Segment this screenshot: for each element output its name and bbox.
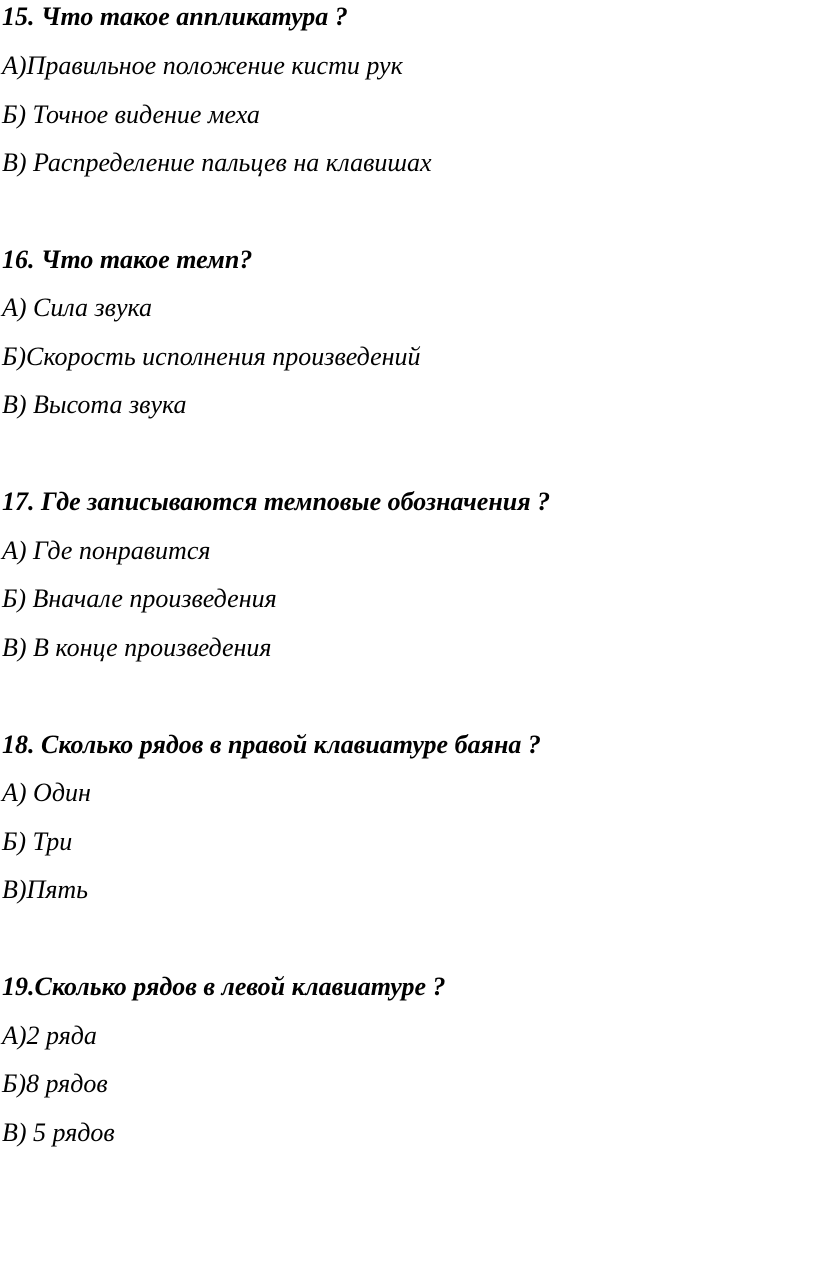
question-title: 16. Что такое темп? [2, 245, 253, 274]
answer-option-b: Б)8 рядов [2, 1069, 108, 1098]
answer-option-b: Б) Точное видение меха [2, 100, 260, 129]
answer-option-a: А) Сила звука [2, 293, 153, 322]
question-title: 19.Сколько рядов в левой клавиатуре ? [2, 972, 446, 1001]
answer-option-a: А)Правильное положение кисти рук [2, 51, 403, 80]
answer-option-a: А)2 ряда [2, 1021, 97, 1050]
answer-option-b: Б)Скорость исполнения произведений [2, 342, 421, 371]
answer-option-c: В)Пять [2, 875, 89, 904]
answer-option-b: Б) Три [2, 827, 73, 856]
answer-option-a: А) Где понравится [2, 536, 211, 565]
answer-option-c: В) 5 рядов [2, 1118, 115, 1147]
answer-option-a: А) Один [2, 778, 91, 807]
answer-option-c: В) Распределение пальцев на клавишах [2, 148, 432, 177]
answer-option-c: В) В конце произведения [2, 633, 272, 662]
question-title: 15. Что такое аппликатура ? [2, 2, 348, 31]
question-title: 18. Сколько рядов в правой клавиатуре баяна ? [2, 730, 541, 759]
answer-option-b: Б) Вначале произведения [2, 584, 277, 613]
question-title: 17. Где записываются темповые обозначения ? [2, 487, 551, 516]
answer-option-c: В) Высота звука [2, 390, 187, 419]
